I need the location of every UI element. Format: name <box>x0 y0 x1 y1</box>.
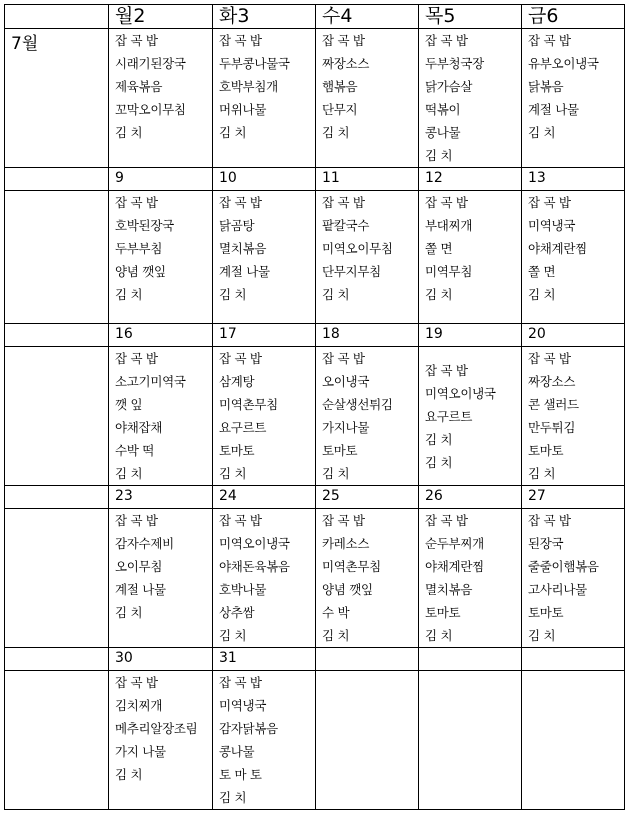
menu-item: 잡 곡 밥 <box>115 513 158 528</box>
menu-item: 콩나물 <box>425 125 461 140</box>
menu-item: 순두부찌개 <box>425 536 484 551</box>
menu-item: 두부부침 <box>115 241 163 256</box>
menu-item: 잡 곡 밥 <box>219 195 262 210</box>
menu-cell-mon <box>109 509 213 648</box>
menu-item: 닭볶음 <box>528 79 564 94</box>
menu-item: 김 치 <box>425 431 453 447</box>
date-number-mon: 30 <box>109 648 213 671</box>
menu-item: 김 치 <box>322 466 350 481</box>
menu-item: 수 박 <box>322 605 350 620</box>
menu-item: 잡 곡 밥 <box>322 513 365 528</box>
menu-item: 잡 곡 밥 <box>115 675 158 690</box>
menu-item: 고사리나물 <box>528 582 587 597</box>
menu-cell-thu <box>419 29 522 168</box>
date-number-wed <box>316 648 419 671</box>
date-number-wed: 18 <box>316 324 419 347</box>
menu-item: 김 치 <box>528 628 556 643</box>
date-number-thu: 12 <box>419 168 522 191</box>
date-number-mon: 23 <box>109 486 213 509</box>
menu-item: 두부청국장 <box>425 56 484 71</box>
menu-cell-thu <box>419 509 522 648</box>
menu-item: 미역오이냉국 <box>219 536 290 551</box>
day-header-thu: 목5 <box>419 5 522 29</box>
menu-item: 김 치 <box>528 125 556 140</box>
menu-item: 잡 곡 밥 <box>219 33 262 48</box>
menu-item: 수박 떡 <box>115 443 154 458</box>
menu-cell-mon <box>109 29 213 168</box>
date-number-thu: 19 <box>419 324 522 347</box>
menu-item: 가지나물 <box>322 420 370 435</box>
date-number-tue: 31 <box>213 648 316 671</box>
menu-item: 부대찌개 <box>425 218 473 233</box>
menu-item: 꼬막오이무침 <box>115 102 186 117</box>
menu-item: 김 치 <box>425 148 453 163</box>
menu-item: 호박나물 <box>219 582 267 597</box>
date-number-wed: 25 <box>316 486 419 509</box>
menu-item: 계절 나물 <box>115 582 166 597</box>
menu-cell-wed <box>316 191 419 324</box>
menu-row-blank-cell <box>5 671 109 810</box>
date-row-blank-cell <box>5 648 109 671</box>
day-header-wed: 수4 <box>316 5 419 29</box>
menu-cell-fri <box>522 191 625 324</box>
date-row-blank-cell <box>5 486 109 509</box>
menu-cell-tue <box>213 347 316 486</box>
date-number-tue: 17 <box>213 324 316 347</box>
menu-row-blank-cell <box>5 347 109 486</box>
menu-item: 카레소스 <box>322 536 370 551</box>
menu-cell-thu <box>419 671 522 810</box>
menu-item: 호박된장국 <box>115 218 174 233</box>
date-number-thu <box>419 648 522 671</box>
menu-item: 김 치 <box>115 605 143 620</box>
menu-row <box>5 509 625 648</box>
menu-item: 미역오이냉국 <box>425 385 496 401</box>
menu-item: 김 치 <box>322 125 350 140</box>
date-row <box>5 324 625 347</box>
menu-item: 미역냉국 <box>528 218 576 233</box>
date-number-tue: 24 <box>213 486 316 509</box>
menu-item: 김치찌개 <box>115 698 163 713</box>
menu-cell-tue <box>213 29 316 168</box>
menu-item: 제육볶음 <box>115 79 163 94</box>
menu-item: 잡 곡 밥 <box>115 33 158 48</box>
menu-item: 감자닭볶음 <box>219 721 278 736</box>
menu-item: 김 치 <box>322 287 350 302</box>
menu-cell-tue <box>213 191 316 324</box>
menu-row-blank-cell <box>5 191 109 324</box>
menu-item: 미역냉국 <box>219 698 267 713</box>
menu-cell-fri <box>522 671 625 810</box>
menu-item: 잡 곡 밥 <box>528 513 571 528</box>
date-row <box>5 486 625 509</box>
menu-row <box>5 29 625 168</box>
menu-item: 토마토 <box>322 443 358 458</box>
menu-item: 두부콩나물국 <box>219 56 290 71</box>
menu-item: 김 치 <box>528 287 556 302</box>
day-header-tue: 화3 <box>213 5 316 29</box>
menu-row <box>5 347 625 486</box>
date-number-thu: 26 <box>419 486 522 509</box>
menu-item: 시래기된장국 <box>115 56 186 71</box>
date-row-blank-cell <box>5 324 109 347</box>
date-number-wed: 11 <box>316 168 419 191</box>
menu-item: 김 치 <box>425 454 453 470</box>
date-row-blank-cell <box>5 168 109 191</box>
menu-item: 김 치 <box>219 790 247 805</box>
menu-cell-fri <box>522 347 625 486</box>
menu-item: 잡 곡 밥 <box>219 513 262 528</box>
menu-cell-wed <box>316 29 419 168</box>
menu-item: 미역무침 <box>425 264 473 279</box>
menu-cell-fri <box>522 29 625 168</box>
date-row <box>5 648 625 671</box>
menu-item: 양념 깻잎 <box>322 582 373 597</box>
menu-cell-wed <box>316 671 419 810</box>
month-label: 7월 <box>5 29 109 168</box>
menu-item: 잡 곡 밥 <box>322 195 365 210</box>
menu-item: 야채계란찜 <box>528 241 587 256</box>
menu-item: 쫄 면 <box>425 241 453 256</box>
menu-item: 잡 곡 밥 <box>425 513 468 528</box>
menu-item: 김 치 <box>219 466 247 481</box>
menu-cell-thu <box>419 191 522 324</box>
menu-item: 깻 잎 <box>115 397 143 412</box>
menu-item: 야채돈육볶음 <box>219 559 290 574</box>
menu-item: 계절 나물 <box>528 102 579 117</box>
menu-item: 양념 깻잎 <box>115 264 166 279</box>
date-number-mon: 9 <box>109 168 213 191</box>
menu-item: 콩나물 <box>219 744 255 759</box>
menu-row-blank-cell <box>5 509 109 648</box>
menu-cell-tue <box>213 671 316 810</box>
menu-item: 호박부침개 <box>219 79 278 94</box>
menu-item: 된장국 <box>528 536 564 551</box>
menu-item: 줄줄이햄볶음 <box>528 559 599 574</box>
date-number-fri: 20 <box>522 324 625 347</box>
menu-item: 김 치 <box>425 287 453 302</box>
menu-item: 잡 곡 밥 <box>322 33 365 48</box>
menu-item: 짜장소스 <box>322 56 370 71</box>
menu-cell-fri <box>522 509 625 648</box>
menu-cell-wed <box>316 509 419 648</box>
menu-item: 김 치 <box>219 628 247 643</box>
menu-item: 잡 곡 밥 <box>219 675 262 690</box>
menu-item: 김 치 <box>219 125 247 140</box>
menu-item: 잡 곡 밥 <box>528 33 571 48</box>
menu-item: 단무지무침 <box>322 264 381 279</box>
menu-item: 멸치볶음 <box>219 241 267 256</box>
day-header-mon: 월2 <box>109 5 213 29</box>
day-header-fri: 금6 <box>522 5 625 29</box>
menu-item: 잡 곡 밥 <box>115 195 158 210</box>
menu-cell-wed <box>316 347 419 486</box>
menu-item: 단무지 <box>322 102 358 117</box>
menu-item: 멸치볶음 <box>425 582 473 597</box>
date-number-fri <box>522 648 625 671</box>
menu-item: 유부오이냉국 <box>528 56 599 71</box>
date-number-mon: 16 <box>109 324 213 347</box>
menu-item: 메추리알장조림 <box>115 721 198 736</box>
menu-item: 팥칼국수 <box>322 218 370 233</box>
menu-item: 김 치 <box>322 628 350 643</box>
menu-item: 미역촌무침 <box>322 559 381 574</box>
menu-item: 계절 나물 <box>219 264 270 279</box>
menu-item: 김 치 <box>115 125 143 140</box>
menu-item: 머위나물 <box>219 102 267 117</box>
menu-item: 김 치 <box>115 767 143 782</box>
menu-item: 야채잡채 <box>115 420 163 435</box>
menu-item: 짜장소스 <box>528 374 576 389</box>
menu-item: 요구르트 <box>425 408 473 424</box>
menu-item: 김 치 <box>219 287 247 302</box>
menu-item: 미역촌무침 <box>219 397 278 412</box>
menu-item: 김 치 <box>425 628 453 643</box>
menu-item: 김 치 <box>528 466 556 481</box>
menu-item: 잡 곡 밥 <box>219 351 262 366</box>
date-number-tue: 10 <box>213 168 316 191</box>
menu-item: 감자수제비 <box>115 536 174 551</box>
menu-item: 햄볶음 <box>322 79 358 94</box>
menu-cell-mon <box>109 347 213 486</box>
menu-item: 잡 곡 밥 <box>115 351 158 366</box>
menu-item: 잡 곡 밥 <box>425 33 468 48</box>
menu-item: 잡 곡 밥 <box>528 195 571 210</box>
menu-item: 야채계란찜 <box>425 559 484 574</box>
menu-item: 쫄 면 <box>528 264 556 279</box>
menu-item: 잡 곡 밥 <box>322 351 365 366</box>
menu-row <box>5 671 625 810</box>
menu-item: 토마토 <box>219 443 255 458</box>
date-number-fri: 13 <box>522 168 625 191</box>
menu-item: 김 치 <box>115 287 143 302</box>
menu-item: 잡 곡 밥 <box>425 362 468 378</box>
menu-item: 만두튀김 <box>528 420 576 435</box>
header-corner-cell <box>5 5 109 29</box>
menu-item: 오이냉국 <box>322 374 370 389</box>
menu-cell-mon <box>109 671 213 810</box>
menu-item: 순살생선튀김 <box>322 397 393 412</box>
menu-item: 오이무침 <box>115 559 163 574</box>
menu-item: 삼계탕 <box>219 374 255 389</box>
menu-cell-mon <box>109 191 213 324</box>
menu-item: 잡 곡 밥 <box>425 195 468 210</box>
date-row <box>5 168 625 191</box>
menu-item: 토 마 토 <box>219 767 262 782</box>
menu-item: 미역오이무침 <box>322 241 393 256</box>
meal-menu-table <box>4 4 625 810</box>
menu-item: 상추쌈 <box>219 605 255 620</box>
day-header-row <box>5 5 625 29</box>
menu-row <box>5 191 625 324</box>
date-number-fri: 27 <box>522 486 625 509</box>
menu-item: 토마토 <box>425 605 461 620</box>
menu-item: 닭곰탕 <box>219 218 255 233</box>
menu-item: 토마토 <box>528 443 564 458</box>
menu-cell-tue <box>213 509 316 648</box>
menu-item: 콘 샐러드 <box>528 397 579 412</box>
menu-cell-thu <box>419 347 522 486</box>
menu-item: 김 치 <box>115 466 143 481</box>
menu-item: 잡 곡 밥 <box>528 351 571 366</box>
menu-item: 떡볶이 <box>425 102 461 117</box>
menu-item: 닭가슴살 <box>425 79 473 94</box>
menu-item: 요구르트 <box>219 420 267 435</box>
menu-item: 가지 나물 <box>115 744 166 759</box>
menu-item: 소고기미역국 <box>115 374 186 389</box>
menu-item: 토마토 <box>528 605 564 620</box>
